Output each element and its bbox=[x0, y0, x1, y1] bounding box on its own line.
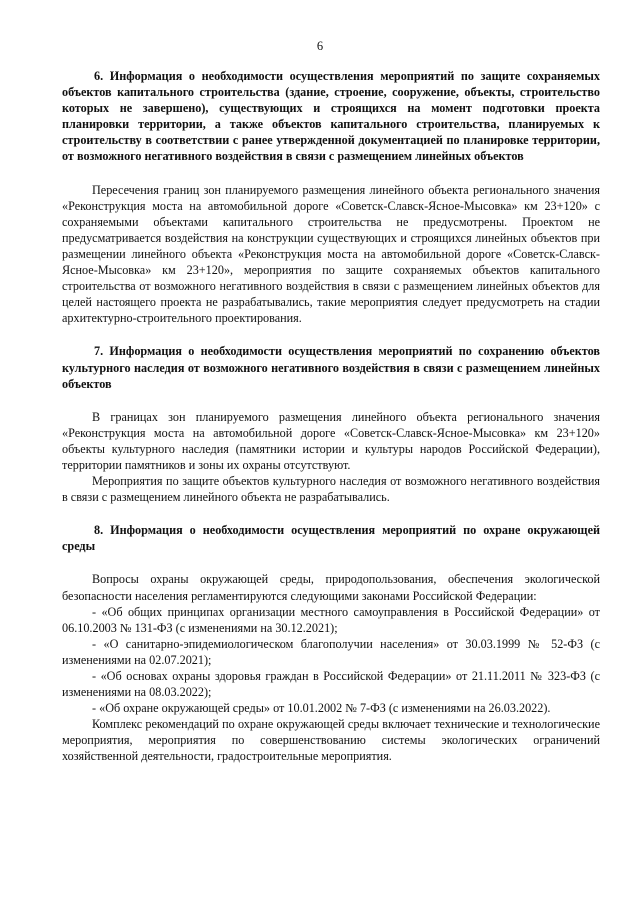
spacer bbox=[62, 165, 600, 182]
section-8-intro: Вопросы охраны окружающей среды, природопользования, обеспечения экологической безопасности населения регламентируются следующими законами Российской Федерации: bbox=[62, 572, 600, 603]
spacer bbox=[62, 505, 600, 522]
section-6-paragraph: Пересечения границ зон планируемого размещения линейного объекта регионального значения «Реконструкция моста на автомобильной дороге «Советск-Славск-Ясное-Мысовка» км 23+120» с сохраняемыми объектами капитального строительства не предусмотрены. Проектом не предусматривается воздействия на конструкции существующих и строящихся линейных объектов при размещении линейного объекта «Реконструкция моста на автомобильной дороге «Советск-Славск-Ясное-Мысовка» км 23+120», мероприятия по защите сохраняемых объектов капитального строительства от возможного негативного воздействия в связи с размещением линейных объектов для целей настоящего проекта не разрабатывались, такие мероприятия следует предусмотреть на стадии архитектурно-строительного проектирования. bbox=[62, 182, 600, 326]
spacer bbox=[62, 554, 600, 571]
section-7-paragraph-1: В границах зон планируемого размещения линейного объекта регионального значения «Реконструкция моста на автомобильной дороге «Советск-Славск-Ясное-Мысовка» км 23+120» объекты культурного наследия (памятники истории и культуры народов Российской Федерации), территории памятников и зоны их охраны отсутствуют. bbox=[62, 409, 600, 472]
page-content bbox=[62, 68, 600, 765]
spacer bbox=[62, 326, 600, 343]
law-item-1: - «Об общих принципах организации местного самоуправления в Российской Федерации» от 06.10.2003 № 131-ФЗ (с изменениями на 30.12.2021); bbox=[62, 604, 600, 635]
section-8-heading: 8. Информация о необходимости осуществления мероприятий по охране окружающей среды bbox=[62, 523, 600, 554]
page-number: 6 bbox=[316, 39, 324, 53]
law-item-2: - «О санитарно-эпидемиологическом благополучии населения» от 30.03.1999 № 52-ФЗ (с изменениями на 02.07.2021); bbox=[62, 636, 600, 667]
law-item-3: - «Об основах охраны здоровья граждан в Российской Федерации» от 21.11.2011 № 323-ФЗ (с изменениями на 08.03.2022); bbox=[62, 669, 600, 700]
law-item-4: - «Об охране окружающей среды» от 10.01.2002 № 7-ФЗ (с изменениями на 26.03.2022). bbox=[92, 701, 551, 716]
section-6-heading: 6. Информация о необходимости осуществления мероприятий по защите сохраняемых объектов капитального строительства (здание, строение, сооружение, объекты, строительство которых не завершено), существующих и строящихся на момент подготовки проекта планировки территории, а также объектов капитального строительства, планируемых к строительству в соответствии с ранее утвержденной документацией по планировке территории, от возможного негативного воздействия в связи с размещением линейных объектов bbox=[62, 69, 600, 164]
spacer bbox=[62, 392, 600, 409]
section-7-heading: 7. Информация о необходимости осуществления мероприятий по сохранению объектов культурного наследия от возможного негативного воздействия в связи с размещением линейных объектов bbox=[62, 344, 600, 391]
section-8-conclusion: Комплекс рекомендаций по охране окружающей среды включает технические и технологические мероприятия, мероприятия по совершенствованию системы экологических ограничений хозяйственной деятельности, градостроительные мероприятия. bbox=[62, 717, 600, 764]
section-7-paragraph-2: Мероприятия по защите объектов культурного наследия от возможного негативного воздействия в связи с размещением линейного объекта не разрабатывались. bbox=[62, 474, 600, 505]
